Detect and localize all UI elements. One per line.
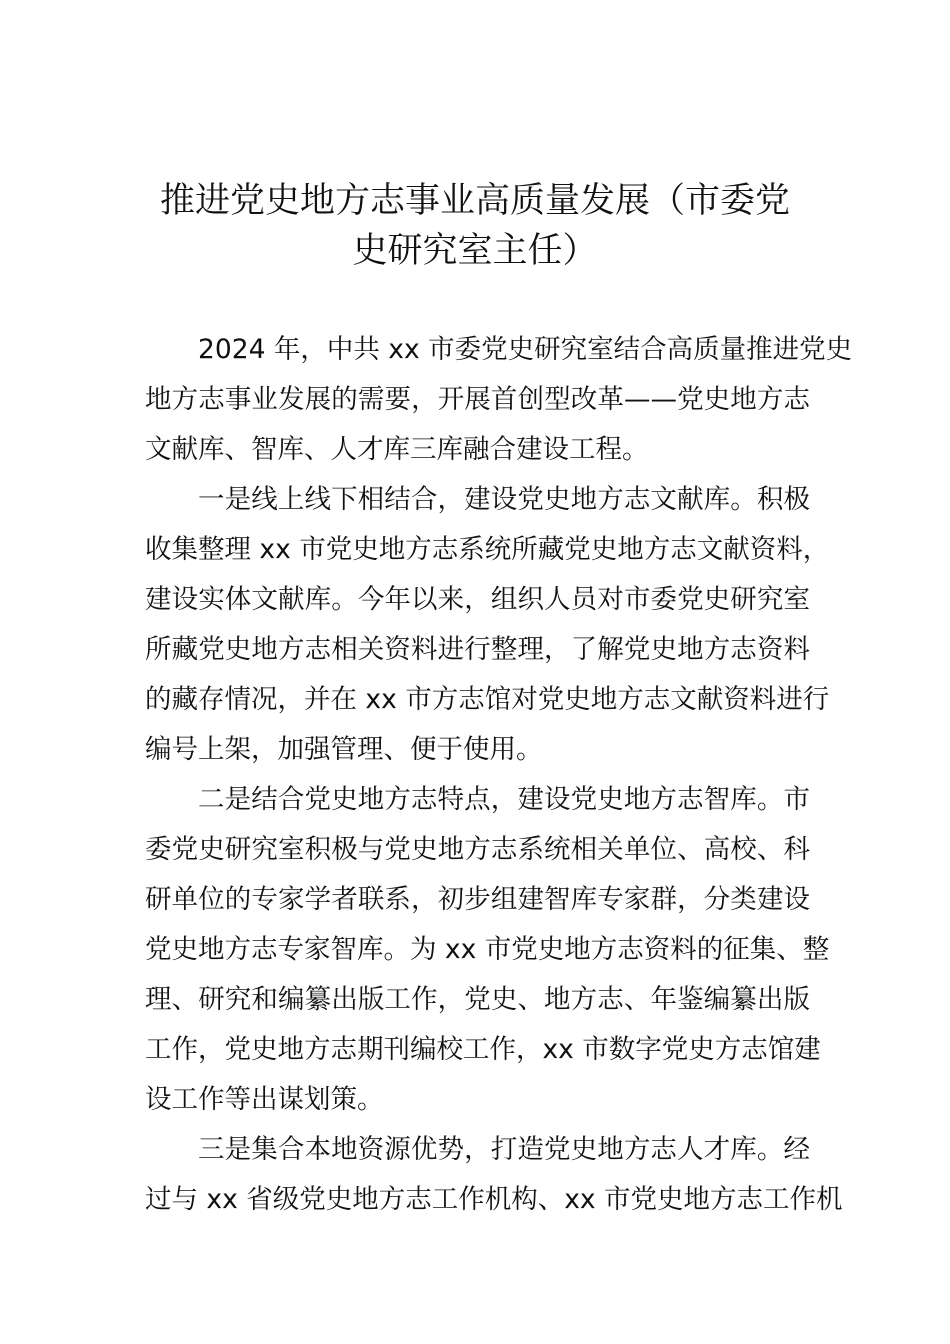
paragraph-line: 理、研究和编纂出版工作，党史、地方志、年鉴编纂出版	[145, 984, 810, 1015]
paragraph-line: 2024 年，中共 xx 市委党史研究室结合高质量推进党史	[198, 334, 853, 365]
title-line: 史研究室主任）	[352, 231, 598, 271]
paragraph-line: 三是集合本地资源优势，打造党史地方志人才库。经	[198, 1134, 810, 1165]
paragraph-line: 过与 xx 省级党史地方志工作机构、xx 市党史地方志工作机	[145, 1184, 843, 1215]
paragraph	[145, 325, 853, 475]
paragraph-line: 党史地方志专家智库。为 xx 市党史地方志资料的征集、整	[145, 934, 830, 965]
paragraph	[145, 775, 830, 1125]
document-title	[140, 176, 810, 276]
paragraph-line: 所藏党史地方志相关资料进行整理，了解党史地方志资料	[145, 634, 810, 665]
paragraph-line: 编号上架，加强管理、便于使用。	[145, 734, 543, 765]
paragraph-line: 的藏存情况，并在 xx 市方志馆对党史地方志文献资料进行	[145, 684, 830, 715]
paragraph-line: 收集整理 xx 市党史地方志系统所藏党史地方志文献资料，	[145, 534, 830, 565]
paragraph-line: 地方志事业发展的需要，开展首创型改革——党史地方志	[145, 384, 810, 415]
paragraph-line: 设工作等出谋划策。	[145, 1084, 384, 1115]
title-line: 推进党史地方志事业高质量发展（市委党	[159, 181, 790, 221]
paragraph-line: 工作，党史地方志期刊编校工作，xx 市数字党史方志馆建	[145, 1034, 821, 1065]
document-body	[145, 325, 853, 1225]
paragraph-line: 研单位的专家学者联系，初步组建智库专家群，分类建设	[145, 884, 810, 915]
paragraph-line: 委党史研究室积极与党史地方志系统相关单位、高校、科	[145, 834, 810, 865]
paragraph-line: 建设实体文献库。今年以来，组织人员对市委党史研究室	[145, 584, 810, 615]
paragraph	[145, 475, 830, 775]
paragraph-line: 文献库、智库、人才库三库融合建设工程。	[145, 434, 649, 465]
paragraph	[145, 1125, 843, 1225]
paragraph-line: 二是结合党史地方志特点，建设党史地方志智库。市	[198, 784, 810, 815]
paragraph-line: 一是线上线下相结合，建设党史地方志文献库。积极	[198, 484, 810, 515]
